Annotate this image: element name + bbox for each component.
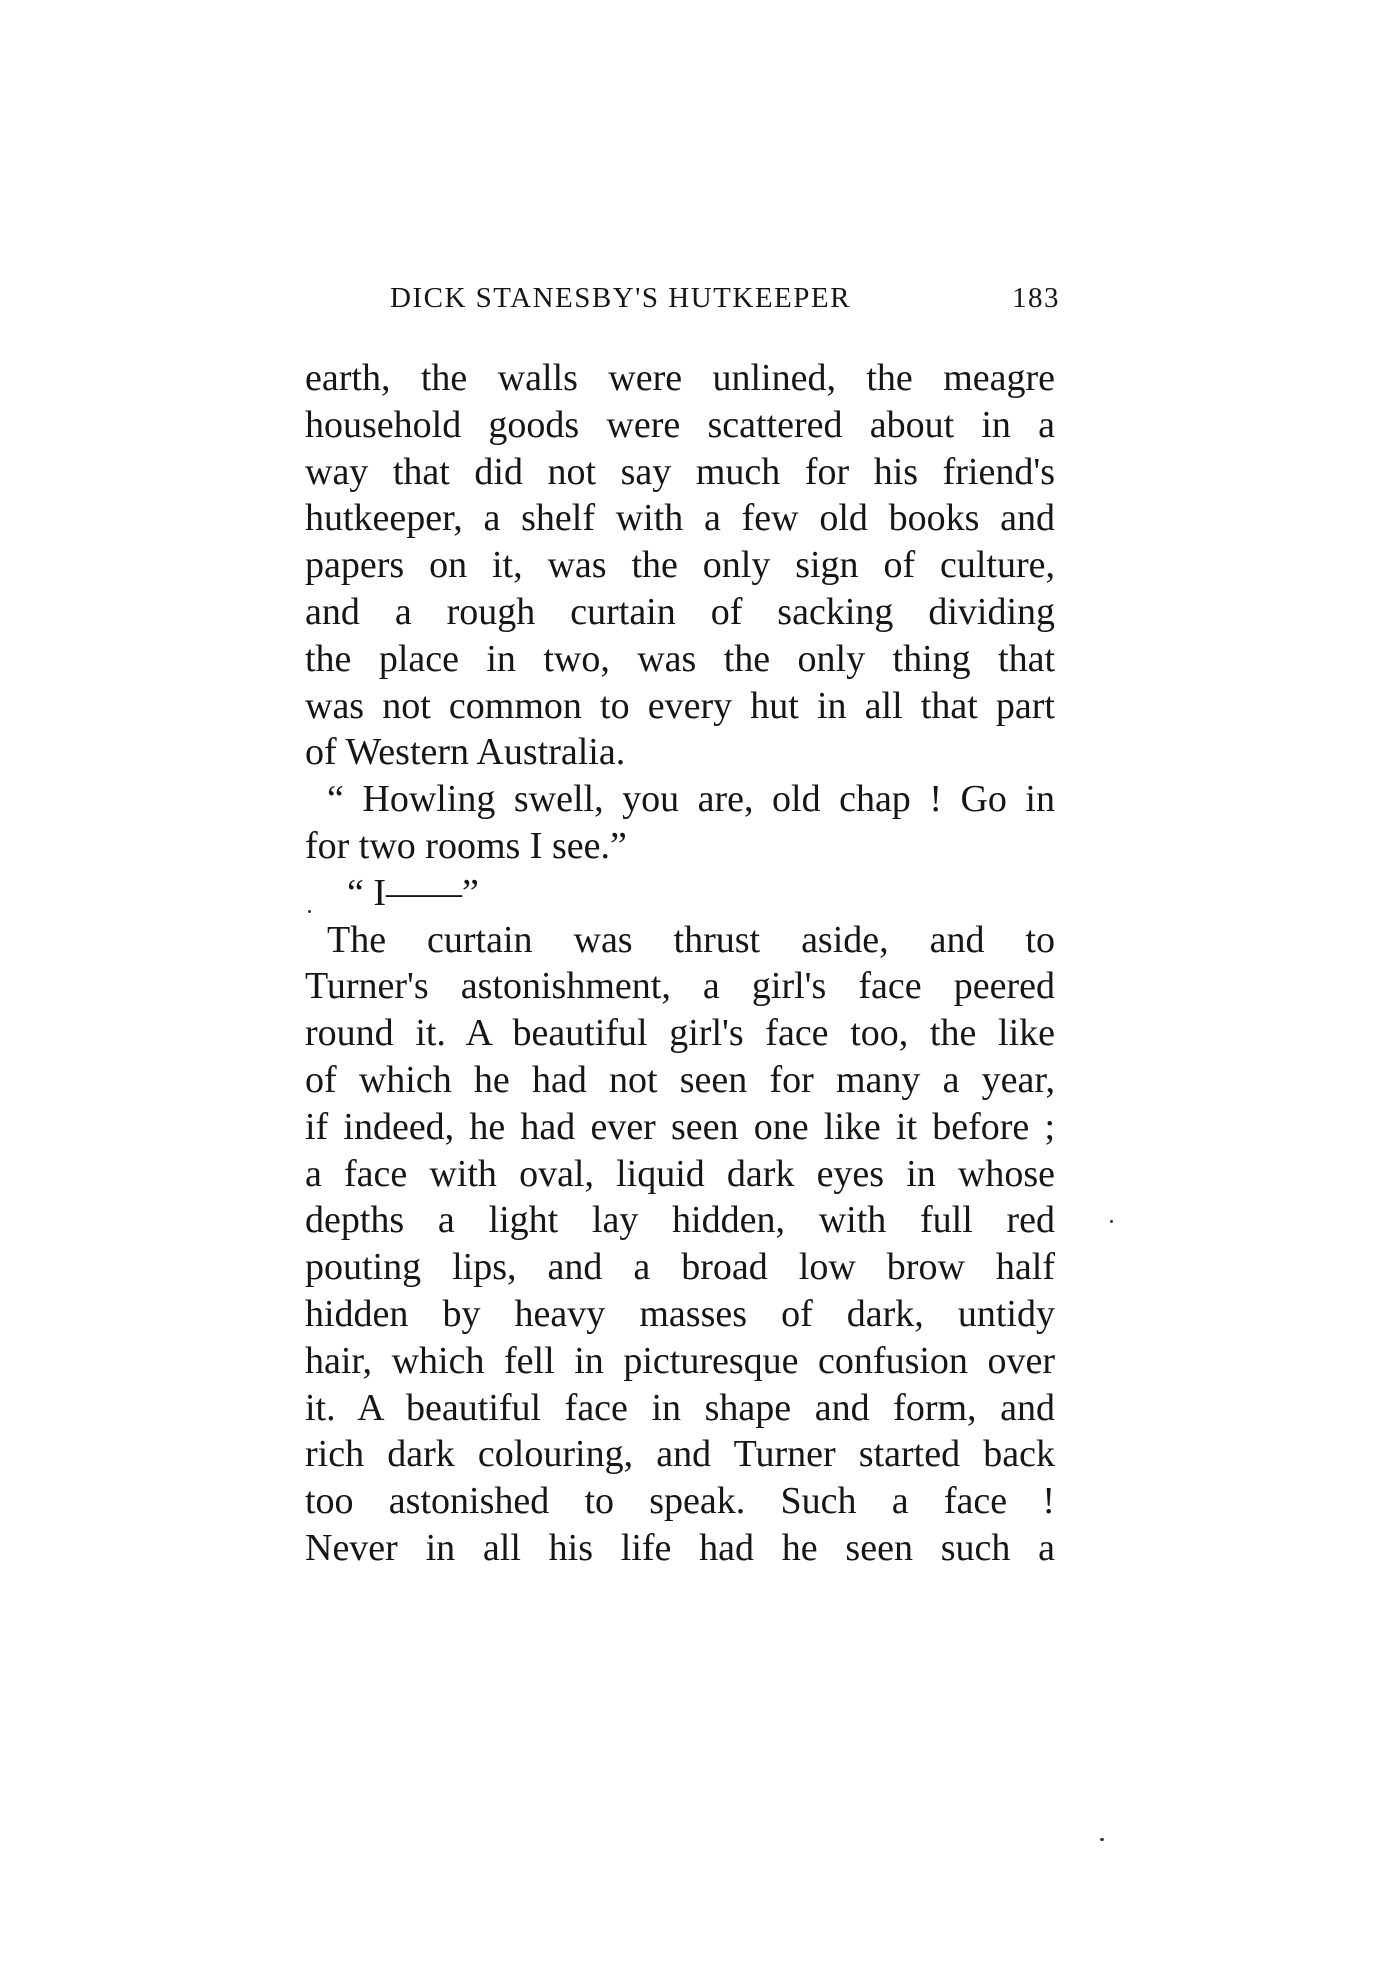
- text-line: and a rough curtain of sacking dividing: [305, 590, 1055, 633]
- text-line: “ Howling swell, you are, old chap ! Go in: [327, 778, 1055, 821]
- text-line: household goods were scattered about in a: [305, 403, 1055, 446]
- print-speck: [308, 910, 311, 913]
- text-line: of which he had not seen for many a year,: [305, 1058, 1055, 1101]
- text-line: way that did not say much for his friend's: [305, 450, 1055, 493]
- page-number: 183: [1012, 282, 1060, 314]
- text-line: depths a light lay hidden, with full red: [305, 1199, 1055, 1242]
- text-line: earth, the walls were unlined, the meagre: [305, 357, 1055, 399]
- text-line: round it. A beautiful girl's face too, the like: [305, 1012, 1055, 1055]
- print-speck: [1110, 1220, 1113, 1223]
- print-speck: [1100, 1838, 1104, 1841]
- text-line: The curtain was thrust aside, and to: [327, 918, 1055, 961]
- text-line: papers on it, was the only sign of culture,: [305, 544, 1055, 587]
- running-head-title: DICK STANESBY'S HUTKEEPER: [390, 282, 851, 314]
- text-line: rich dark colouring, and Turner started back: [305, 1433, 1055, 1476]
- text-line: it. A beautiful face in shape and form, and: [305, 1386, 1055, 1429]
- text-line: of Western Australia.: [305, 731, 626, 774]
- running-head: [390, 282, 1060, 322]
- text-line: for two rooms I see.”: [305, 824, 627, 867]
- text-line: the place in two, was the only thing that: [305, 637, 1055, 680]
- text-line: hair, which fell in picturesque confusion over: [305, 1339, 1055, 1382]
- text-line: pouting lips, and a broad low brow half: [305, 1246, 1055, 1289]
- text-line: hutkeeper, a shelf with a few old books and: [305, 497, 1055, 540]
- text-line: too astonished to speak. Such a face !: [305, 1480, 1055, 1523]
- text-line: was not common to every hut in all that part: [305, 684, 1055, 727]
- text-line: hidden by heavy masses of dark, untidy: [305, 1292, 1055, 1335]
- text-line: if indeed, he had ever seen one like it before ;: [305, 1105, 1055, 1148]
- text-line: a face with oval, liquid dark eyes in whose: [305, 1152, 1055, 1195]
- text-line: “ I——”: [347, 871, 479, 914]
- text-line: Turner's astonishment, a girl's face peered: [305, 965, 1055, 1008]
- text-line: Never in all his life had he seen such a: [305, 1526, 1055, 1569]
- body-text: [305, 355, 1055, 1572]
